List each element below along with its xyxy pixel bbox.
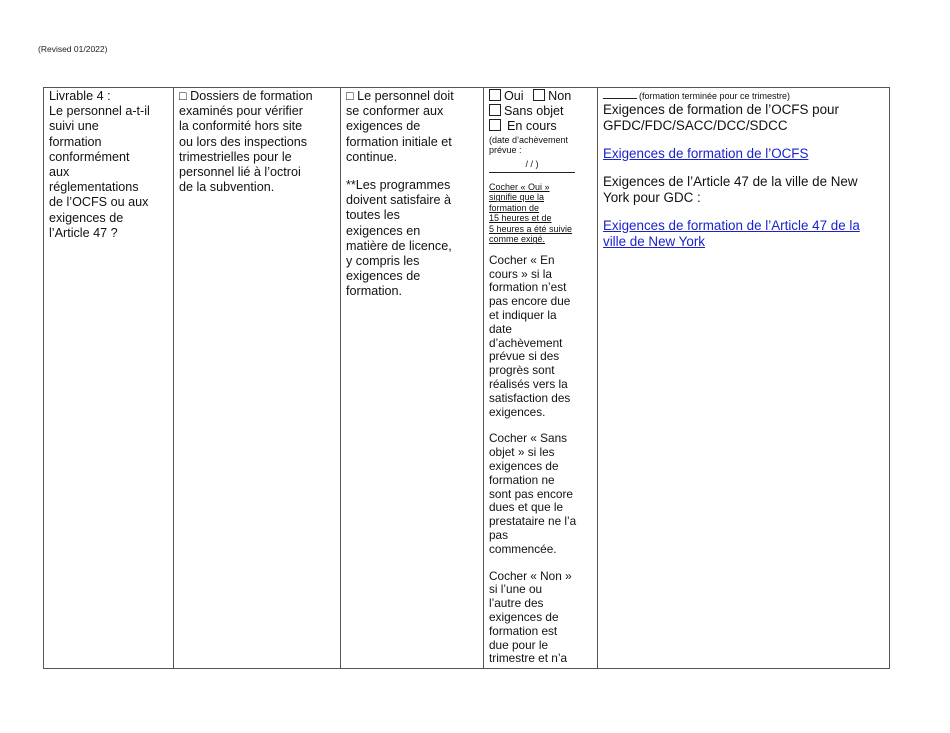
oui-note-line: Cocher « Oui » <box>489 181 550 192</box>
method-line: examinés pour vérifier <box>179 104 303 119</box>
non-checkbox[interactable] <box>533 89 545 101</box>
note-line: Cocher « Non » <box>489 568 572 583</box>
sans-objet-note <box>489 432 593 556</box>
ocfs-requirements-link[interactable]: Exigences de formation de l’OCFS <box>603 145 809 161</box>
en-cours-label: En cours <box>507 119 557 134</box>
note-line: Cocher « En <box>489 252 555 267</box>
requirement-line: exigences de <box>346 119 421 134</box>
non-label: Non <box>548 89 572 103</box>
note-line: objet » si les <box>489 445 555 460</box>
en-cours-note <box>489 254 593 420</box>
note-line: pas encore due <box>489 294 571 309</box>
note-line: date <box>489 321 512 336</box>
date-label: prévue : <box>489 145 522 156</box>
method-line: de la subvention. <box>179 180 275 195</box>
revised-date: (Revised 01/2022) <box>38 44 108 54</box>
note-line: exigences de <box>489 609 559 624</box>
deliverable-table <box>43 87 890 669</box>
note-line: pas <box>489 527 509 542</box>
note-line: cours » si la <box>489 266 552 281</box>
note-line: formation est <box>489 623 558 638</box>
note-line: si l’une ou <box>489 582 543 597</box>
oui-note-line: formation de <box>489 202 540 213</box>
question-line: suivi une <box>49 119 99 134</box>
question-line: aux <box>49 165 70 180</box>
program-note-line: **Les programmes <box>346 178 451 193</box>
verification-method-cell <box>174 88 341 669</box>
method-line: trimestrielles pour le <box>179 149 292 164</box>
question-line: Livrable 4 : <box>49 89 111 103</box>
oui-note-line: 15 heures et de <box>489 213 552 224</box>
en-cours-row <box>489 119 593 134</box>
oui-note-line: comme exigé. <box>489 234 546 245</box>
question-line: formation <box>49 134 102 149</box>
completion-date-field[interactable]: / / ) <box>489 157 575 173</box>
method-line: la conformité hors site <box>179 119 303 134</box>
program-note-line: formation. <box>346 284 402 299</box>
note-line: dues et que le <box>489 500 564 515</box>
note-line: et indiquer la <box>489 308 557 322</box>
note-line: exigences de <box>489 458 559 473</box>
note-line: commencée. <box>489 541 557 556</box>
spacer <box>489 173 593 182</box>
program-note-line: exigences en <box>346 223 421 238</box>
question-line: de l’OCFS ou aux <box>49 195 149 210</box>
program-note-line: y compris les <box>346 254 420 269</box>
note-line: l’autre des <box>489 596 544 611</box>
requirement-cell <box>341 88 484 669</box>
spacer <box>489 557 593 570</box>
deliverable-question-cell <box>44 88 174 669</box>
method-line: ou lors des inspections <box>179 134 308 149</box>
question-line: exigences de <box>49 210 124 225</box>
requirements-links-cell <box>598 88 890 669</box>
spacer <box>603 162 885 174</box>
note-line: formation ne <box>489 472 555 487</box>
completion-blank[interactable] <box>603 89 637 99</box>
status-cell <box>484 88 598 669</box>
question-line: Le personnel a-t-il <box>49 104 150 119</box>
ocfs-requirements-title: Exigences de formation de l’OCFS pour GFDC/FDC/SACC/DCC/SDCC <box>603 101 839 133</box>
spacer <box>603 134 885 146</box>
program-note-line: toutes les <box>346 208 400 223</box>
question-line: réglementations <box>49 180 139 195</box>
note-line: sont pas encore <box>489 486 573 501</box>
note-line: trimestre et n’a <box>489 651 568 666</box>
note-line: Cocher « Sans <box>489 431 568 446</box>
spacer <box>346 165 479 178</box>
program-note-line: exigences de <box>346 269 421 284</box>
note-line: exigences. <box>489 404 546 419</box>
sans-objet-label: Sans objet <box>504 104 564 119</box>
note-line: d’achèvement <box>489 335 563 350</box>
table-row <box>44 88 890 669</box>
program-note-line: matière de licence, <box>346 238 452 253</box>
sans-objet-row <box>489 104 593 119</box>
non-note <box>489 570 593 667</box>
method-line: □ Dossiers de formation <box>179 89 313 103</box>
trimestre-note <box>603 89 885 102</box>
note-line: due pour le <box>489 637 549 652</box>
requirement-line: formation initiale et <box>346 134 452 149</box>
trimestre-note-text: (formation terminée pour ce trimestre) <box>639 91 791 101</box>
question-line: l’Article 47 ? <box>49 225 118 240</box>
requirement-line: se conformer aux <box>346 104 444 119</box>
note-line: formation n’est <box>489 280 567 295</box>
note-line: réalisés vers la <box>489 376 568 391</box>
oui-note-line: 5 heures a été suivie <box>489 223 573 234</box>
program-note-line: doivent satisfaire à <box>346 193 452 208</box>
oui-non-row <box>489 89 593 104</box>
requirement-line: □ Le personnel doit <box>346 89 454 103</box>
oui-checkbox[interactable] <box>489 89 501 101</box>
date-label: (date d’achèvement <box>489 134 569 145</box>
article47-requirements-link[interactable]: Exigences de formation de l’Article 47 de la ville de New York <box>603 217 860 249</box>
note-line: progrès sont <box>489 363 555 378</box>
sans-objet-checkbox[interactable] <box>489 104 501 116</box>
en-cours-checkbox[interactable] <box>489 119 501 131</box>
note-line: prestataire ne l’a <box>489 514 577 529</box>
requirement-line: continue. <box>346 149 398 164</box>
article47-requirements-title: Exigences de l’Article 47 de la ville de New York pour GDC : <box>603 173 858 205</box>
oui-note-line: signifie que la <box>489 192 545 203</box>
oui-label: Oui <box>504 89 524 103</box>
note-line: prévue si des <box>489 349 560 364</box>
method-line: personnel lié à l’octroi <box>179 165 301 180</box>
note-line: satisfaction des <box>489 390 571 405</box>
spacer <box>603 206 885 218</box>
question-line: conformément <box>49 149 130 164</box>
